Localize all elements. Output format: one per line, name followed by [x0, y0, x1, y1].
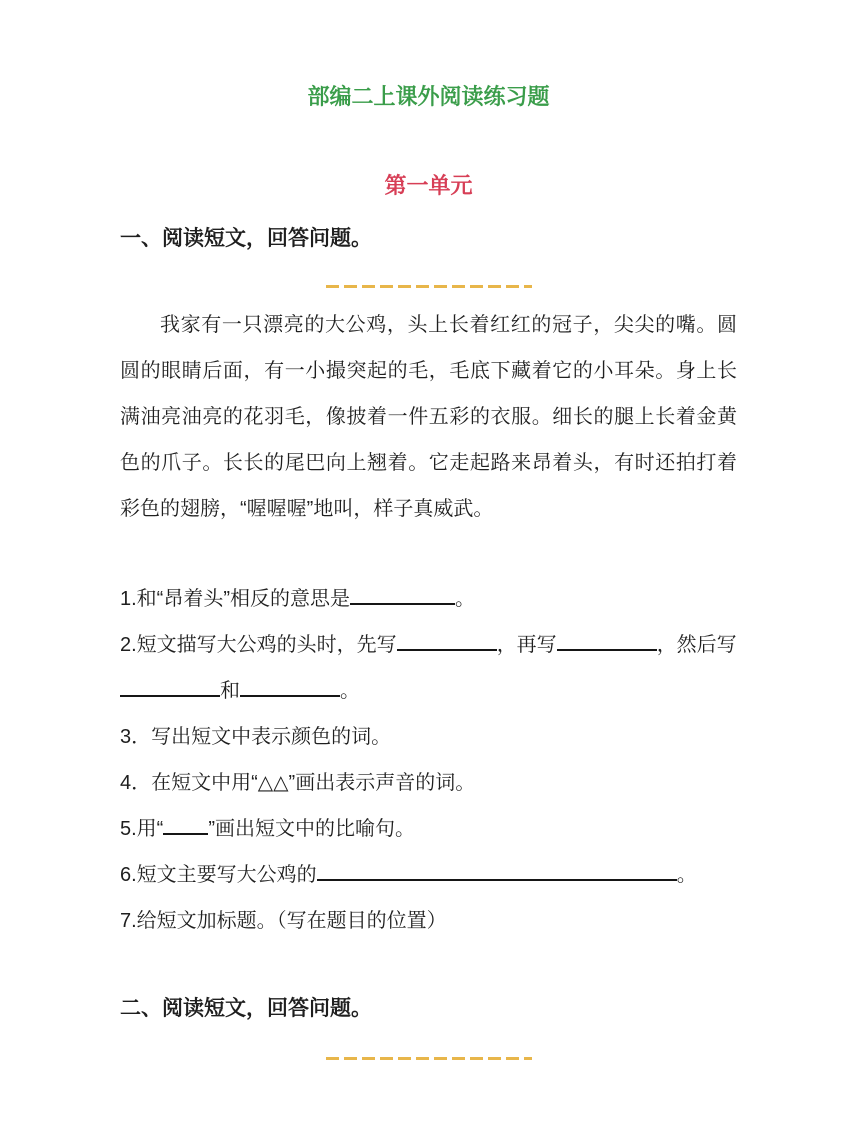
title-write-in-line — [326, 285, 532, 288]
answer-blank — [557, 630, 657, 651]
answer-blank — [240, 676, 340, 697]
section-2-heading: 二、阅读短文，回答问题。 — [120, 996, 372, 1020]
answer-blank — [163, 814, 208, 835]
section-1-heading: 一、阅读短文，回答问题。 — [120, 226, 372, 250]
question-item: 2.短文描写大公鸡的头时，先写 ，再写 ，然后写和 。 — [120, 622, 737, 714]
question-item: 6.短文主要写大公鸡的 。 — [120, 852, 737, 898]
question-item: 7.给短文加标题。（写在题目的位置） — [120, 909, 447, 932]
title-write-in-line-2 — [326, 1057, 532, 1060]
question-item: 1.和“昂着头”相反的意思是 。 — [120, 576, 737, 622]
answer-blank — [317, 860, 677, 881]
passage-paragraph: 我家有一只漂亮的大公鸡，头上长着红红的冠子，尖尖的嘴。圆圆的眼睛后面，有一小撮突起的毛，毛底下藏着它的小耳朵。身上长满油亮油亮的花羽毛，像披着一件五彩的衣服。细长的腿上长着金黄色的爪子。长长的尾巴向上翘着。它走起路来昂着头，有时还拍打着彩色的翅膀，“喔喔喔”地叫，样子真威武。 — [120, 313, 737, 520]
question-item: 5.用“ ”画出短文中的比喻句。 — [120, 806, 737, 852]
doc-title: 部编二上课外阅读练习题 — [307, 84, 550, 109]
unit-heading: 第一单元 — [384, 172, 473, 198]
question-list — [120, 576, 737, 944]
answer-blank — [120, 676, 220, 697]
answer-blank — [350, 584, 455, 605]
question-item: 3．写出短文中表示颜色的词。 — [120, 725, 392, 748]
answer-blank — [397, 630, 497, 651]
question-item: 4．在短文中用“△△”画出表示声音的词。 — [120, 771, 476, 794]
